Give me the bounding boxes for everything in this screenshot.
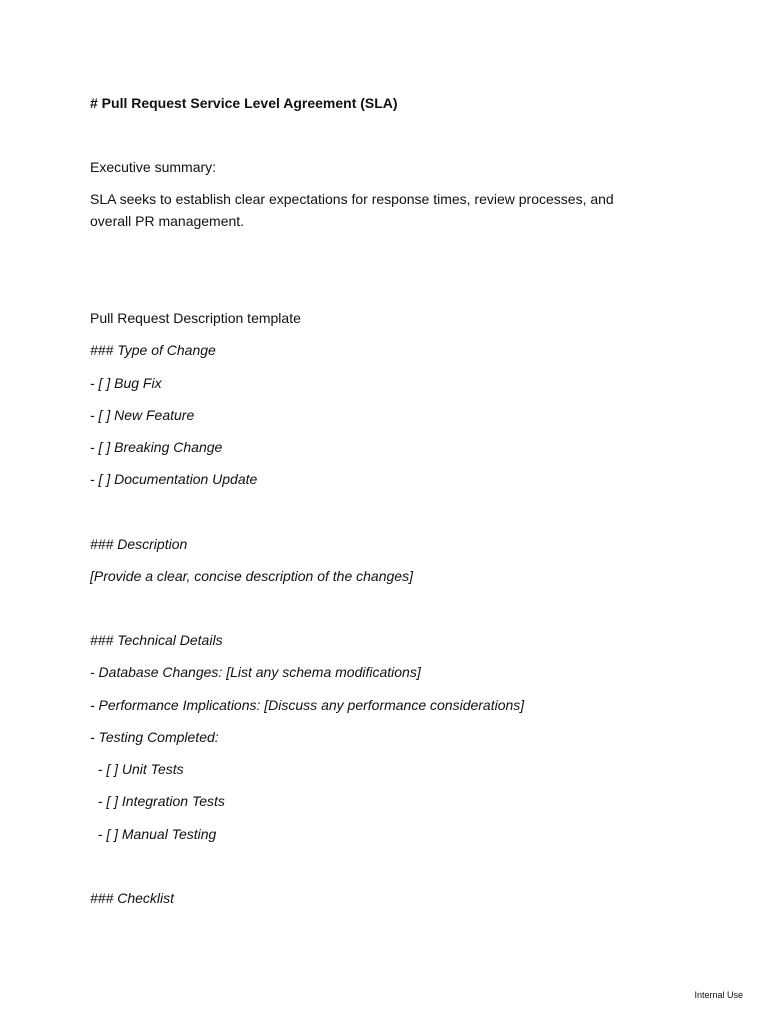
executive-summary-label: Executive summary: [90, 159, 217, 175]
description-placeholder: [Provide a clear, concise description of the changes] [90, 568, 413, 584]
document-title: # Pull Request Service Level Agreement (SLA) [90, 95, 398, 111]
technical-details-item: - Testing Completed: [90, 729, 219, 745]
testing-item: - [ ] Unit Tests [90, 761, 184, 777]
technical-details-heading: ### Technical Details [90, 632, 223, 648]
description-heading: ### Description [90, 536, 188, 552]
technical-details-item: - Database Changes: [List any schema modifications] [90, 664, 421, 680]
technical-details-item: - Performance Implications: [Discuss any performance considerations] [90, 697, 525, 713]
executive-summary-text: SLA seeks to establish clear expectations for response times, review processes, and overall PR management. [90, 191, 614, 229]
type-of-change-item: - [ ] New Feature [90, 407, 195, 423]
type-of-change-item: - [ ] Documentation Update [90, 471, 258, 487]
testing-item: - [ ] Integration Tests [90, 793, 225, 809]
classification-label: Internal Use [694, 990, 743, 1000]
checklist-heading: ### Checklist [90, 890, 175, 906]
testing-item: - [ ] Manual Testing [90, 826, 217, 842]
template-heading: Pull Request Description template [90, 310, 301, 326]
type-of-change-item: - [ ] Breaking Change [90, 439, 223, 455]
type-of-change-heading: ### Type of Change [90, 342, 216, 358]
type-of-change-item: - [ ] Bug Fix [90, 375, 162, 391]
